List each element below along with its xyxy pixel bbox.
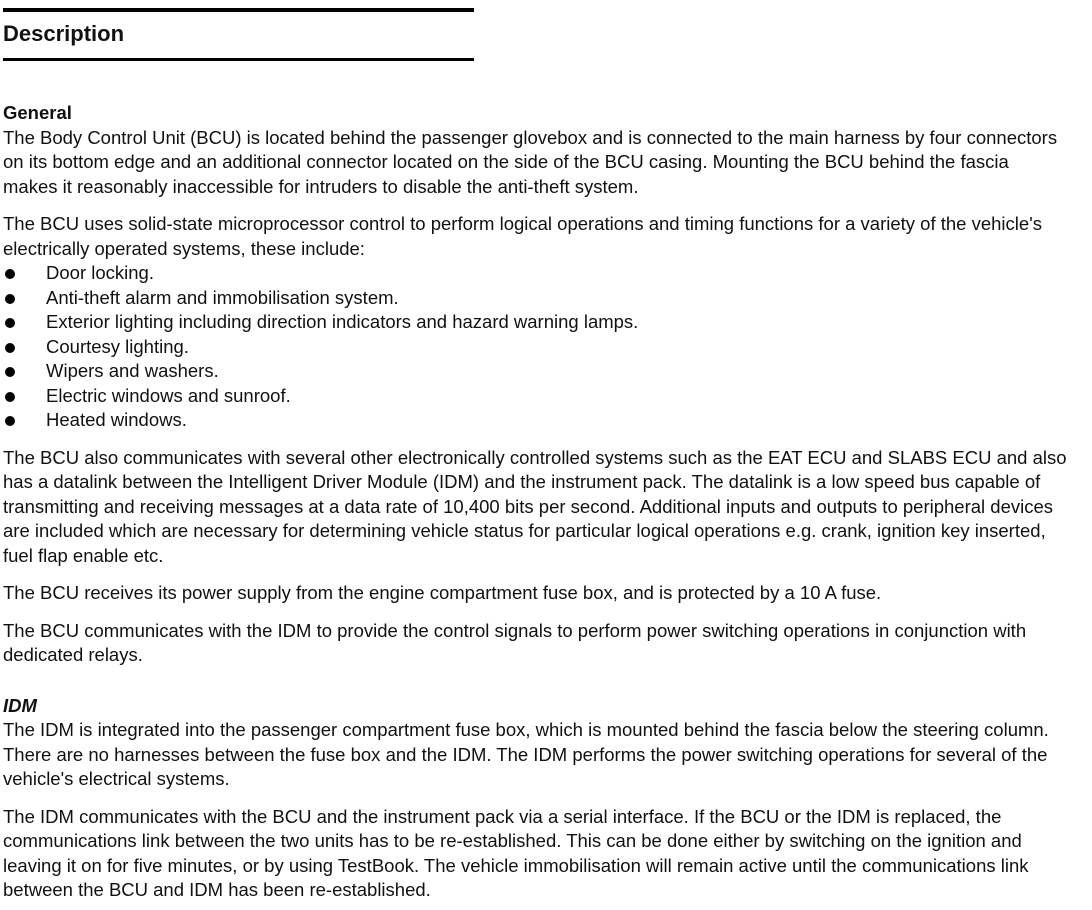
paragraph-bcu-location: The Body Control Unit (BCU) is located behind the passenger glovebox and is connected to the main harness by four connectors on its bottom edge and an additional connector located on the side of the BCU casing. Mounting the BCU behind the fascia makes it reasonably inaccessible for intruders to disable the anti-theft system. (3, 126, 1058, 197)
bullet-icon (5, 367, 15, 377)
list-item: Heated windows. (3, 408, 1068, 433)
bullet-icon (5, 318, 15, 328)
list-item: Wipers and washers. (3, 359, 1068, 384)
paragraph-bcu-power-supply: The BCU receives its power supply from the engine compartment fuse box, and is protected by a 10 A fuse. (3, 582, 882, 603)
list-item: Courtesy lighting. (3, 335, 1068, 360)
paragraph-idm-communications: The IDM communicates with the BCU and the instrument pack via a serial interface. If the BCU or the IDM is replaced, the communications link between the two units has to be re-established. This can be done either by switching on the ignition and leaving it on for five minutes, or by using TestBook. The vehicle immobilisation will remain active until the communications link between the BCU and IDM has been re-established. (3, 805, 1029, 900)
paragraph-bcu-systems-intro: The BCU uses solid-state microprocessor control to perform logical operations and timing functions for a variety of the vehicle's electrically operated systems, these include: (3, 213, 1042, 259)
paragraph-idm-location: The IDM is integrated into the passenger compartment fuse box, which is mounted behind the fascia below the steering column. There are no harnesses between the fuse box and the IDM. The IDM performs the power switching operations for several of the vehicle's electrical systems. (3, 719, 1049, 789)
document-page (3, 0, 1068, 903)
systems-list (3, 261, 1068, 433)
paragraph-bcu-idm-control: The BCU communicates with the IDM to provide the control signals to perform power switching operations in conjunction with dedicated relays. (3, 619, 1027, 665)
list-item: Electric windows and sunroof. (3, 384, 1068, 409)
bullet-icon (5, 294, 15, 304)
page-title: Description (3, 21, 125, 46)
bullet-icon (5, 269, 15, 279)
bullet-icon (5, 343, 15, 353)
list-item: Anti-theft alarm and immobilisation system. (3, 286, 1068, 311)
section-heading-general: General (3, 102, 72, 123)
list-item: Exterior lighting including direction indicators and hazard warning lamps. (3, 310, 1068, 335)
bullet-icon (5, 416, 15, 426)
list-item: Door locking. (3, 261, 1068, 286)
bullet-icon (5, 392, 15, 402)
paragraph-bcu-communications: The BCU also communicates with several other electronically controlled systems such as the EAT ECU and SLABS ECU and also has a datalink between the Intelligent Driver Module (IDM) and the instrument pack. The datalink is a low speed bus capable of transmitting and receiving messages at a data rate of 10,400 bits per second. Additional inputs and outputs to peripheral devices are included which are necessary for determining vehicle status for particular logical operations e.g. crank, ignition key inserted, fuel flap enable etc. (3, 446, 1067, 566)
title-block (3, 8, 474, 61)
section-heading-idm: IDM (3, 694, 37, 716)
